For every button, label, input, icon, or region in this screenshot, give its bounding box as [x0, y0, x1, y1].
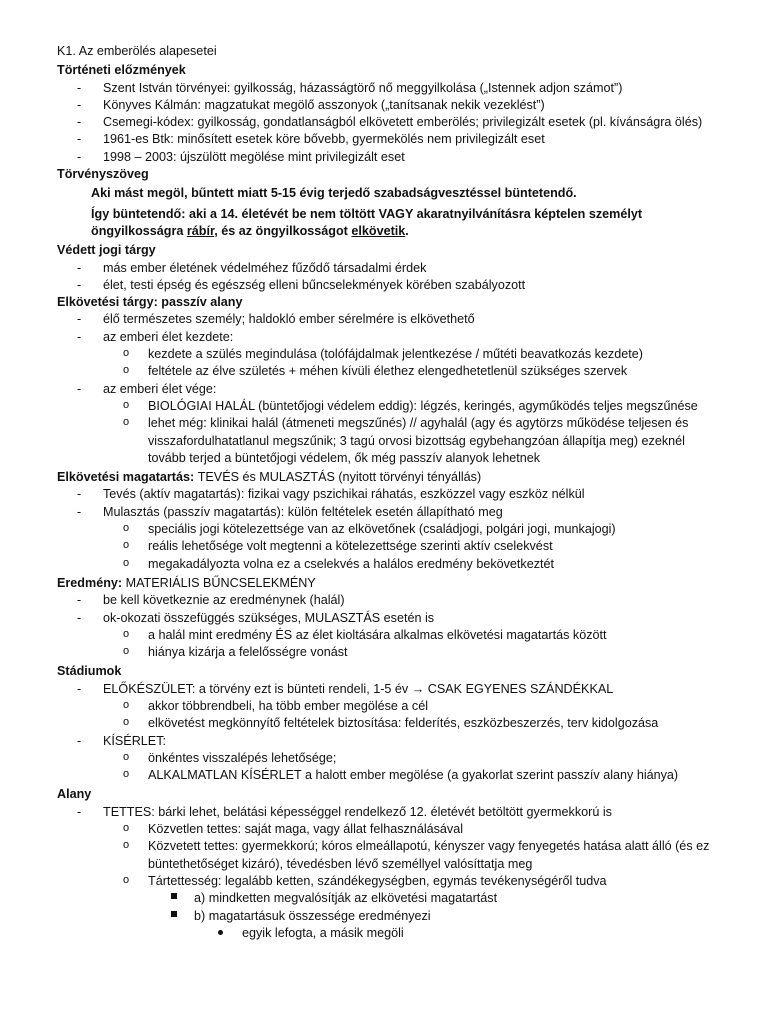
list-subitem-cont: büntethetőséget kizáró), tévedésben lévő személlyel valósíttatja meg	[148, 856, 533, 871]
list-item: - élő természetes személy; haldokló ember sérelmére is elkövethető	[77, 312, 475, 327]
section-heading-protected-interest: Védett jogi tárgy	[57, 243, 156, 258]
list-subitem: o önkéntes visszalépés lehetősége;	[123, 750, 337, 765]
underlined-term: rábír	[186, 223, 215, 238]
list-subitem: o reális lehetősége volt megtenni a kötelezettsége szerinti aktív cselekvést	[123, 539, 553, 554]
list-subitem: o BIOLÓGIAI HALÁL (büntetőjogi védelem eddig): légzés, keringés, agyműködés teljes megszűnése	[123, 398, 698, 413]
list-subsubitem: b) magatartásuk összessége eredményezi	[57, 908, 737, 925]
document-body	[57, 43, 737, 942]
section-heading-subject: Alany	[57, 787, 92, 802]
list-subitem: o Tártettesség: legalább ketten, szándékegységben, egymás tevékenységéről tudva	[123, 873, 607, 888]
document-title: K1. Az emberölés alapesetei	[57, 44, 217, 58]
list-subitem-cont: visszafordulhatatlanul megszűnik; 3 tagú orvosi bizottság egybehangzóan állapítja meg) ezeknél	[148, 433, 685, 448]
list-item: - az emberi élet kezdete:	[77, 329, 234, 344]
section-heading-conduct: Elkövetési magatartás: TEVÉS és MULASZTÁS (nyitott törvényi tényállás)	[57, 470, 482, 485]
section-heading-object: Elkövetési tárgy: passzív alany	[57, 295, 243, 310]
list-subitem: o speciális jogi kötelezettsége van az elkövetőnek (családjogi, polgári jogi, munkajogi)	[123, 522, 616, 537]
list-item: - ok-okozati összefüggés szükséges, MULASZTÁS esetén is	[77, 610, 435, 625]
underlined-term: elkövetik	[351, 223, 406, 238]
list-item: - Könyves Kálmán: magzatukat megölő asszonyok („tanítsanak nekik vezeklést”)	[77, 97, 545, 112]
square-bullet-icon	[171, 893, 177, 899]
list-item: - 1998 – 2003: újszülött megölése mint privilegizált eset	[77, 149, 405, 164]
list-subsubitem: a) mindketten megvalósítják az elkövetési magatartást	[57, 890, 737, 907]
list-subsubsubitem: egyik lefogta, a másik megöli	[57, 925, 737, 942]
list-subitem: o hiánya kizárja a felelősségre vonást	[123, 645, 348, 660]
list-item: - más ember életének védelméhez fűződő társadalmi érdek	[77, 260, 427, 275]
list-subitem: o ALKALMATLAN KÍSÉRLET a halott ember megölése (a gyakorlat szerint passzív alany hiánya)	[123, 768, 679, 783]
list-subitem: o Közvetlen tettes: saját maga, vagy állat felhasználásával	[123, 822, 464, 837]
square-bullet-icon	[171, 911, 177, 917]
list-item: - 1961-es Btk: minősített esetek köre bővebb, gyermekölés nem privilegizált eset	[77, 132, 545, 147]
list-subitem: o lehet még: klinikai halál (átmeneti megszűnés) // agyhalál (agy és agytörzs működése teljesen és	[123, 416, 689, 431]
list-item: - be kell következnie az eredménynek (halál)	[77, 593, 345, 608]
list-subitem: o kezdete a szülés megindulása (tolófájdalmak jelentkezése / műtéti beavatkozás kezdete)	[123, 347, 643, 362]
statute-paragraph-1: Aki mást megöl, bűntett miatt 5-15 évig terjedő szabadságvesztéssel büntetendő.	[91, 186, 577, 201]
statute-paragraph-2-cont: öngyilkosságra rábír, és az öngyilkosságot elkövetik.	[91, 223, 409, 238]
list-item: - ELŐKÉSZÜLET: a törvény ezt is bünteti rendeli, 1-5 év → CSAK EGYENES SZÁNDÉKKAL	[77, 681, 614, 696]
list-subitem: o megakadályozta volna ez a cselekvés a halálos eredmény bekövetkeztét	[123, 556, 555, 571]
list-subitem: o elkövetést megkönnyítő feltételek biztosítása: felderítés, eszközbeszerzés, terv kidolgozása	[123, 716, 659, 731]
list-subitem: o a halál mint eredmény ÉS az élet kioltására alkalmas elkövetési magatartás között	[123, 627, 607, 642]
list-item: - TETTES: bárki lehet, belátási képességgel rendelkező 12. életévét betöltött gyermekkorú is	[77, 804, 612, 819]
list-item: - az emberi élet vége:	[77, 381, 217, 396]
statute-paragraph-2: Így büntetendő: aki a 14. életévét be nem töltött VAGY akaratnyilvánításra képtelen személyt	[91, 206, 643, 221]
section-heading-statute: Törvényszöveg	[57, 167, 149, 182]
list-item: - Mulasztás (passzív magatartás): külön feltételek esetén állapítható meg	[77, 504, 503, 519]
list-item: - Tevés (aktív magatartás): fizikai vagy pszichikai ráhatás, eszközzel vagy eszköz nélkül	[77, 487, 585, 502]
list-subitem: o akkor többrendbeli, ha több ember megölése a cél	[123, 698, 429, 713]
section-heading-history: Történeti előzmények	[57, 63, 186, 78]
list-subitem-cont: tovább terjed a büntetőjogi védelem, ők még passzív alanyok lehetnek	[148, 450, 541, 465]
list-item: - KÍSÉRLET:	[77, 733, 166, 748]
list-subitem: o Közvetett tettes: gyermekkorú; kóros elmeállapotú, kényszer vagy fenyegetés hatása alatt álló (és ez	[123, 839, 710, 854]
list-item: - élet, testi épség és egészség elleni bűncselekmények körében szabályozott	[77, 277, 526, 292]
section-heading-result: Eredmény: MATERIÁLIS BŰNCSELEKMÉNY	[57, 575, 316, 590]
list-item: - Csemegi-kódex: gyilkosság, gondatlanságból elkövetett emberölés; privilegizált esetek (pl. kívánságra ölés)	[77, 115, 703, 130]
dot-bullet-icon	[218, 930, 223, 935]
section-heading-stages: Stádiumok	[57, 664, 122, 679]
list-item: - Szent István törvényei: gyilkosság, házasságtörő nő meggyilkolása („Istennek adjon számot”)	[77, 80, 623, 95]
list-subitem: o feltétele az élve születés + méhen kívüli élethez elengedhetetlenül szükséges szervek	[123, 364, 628, 379]
